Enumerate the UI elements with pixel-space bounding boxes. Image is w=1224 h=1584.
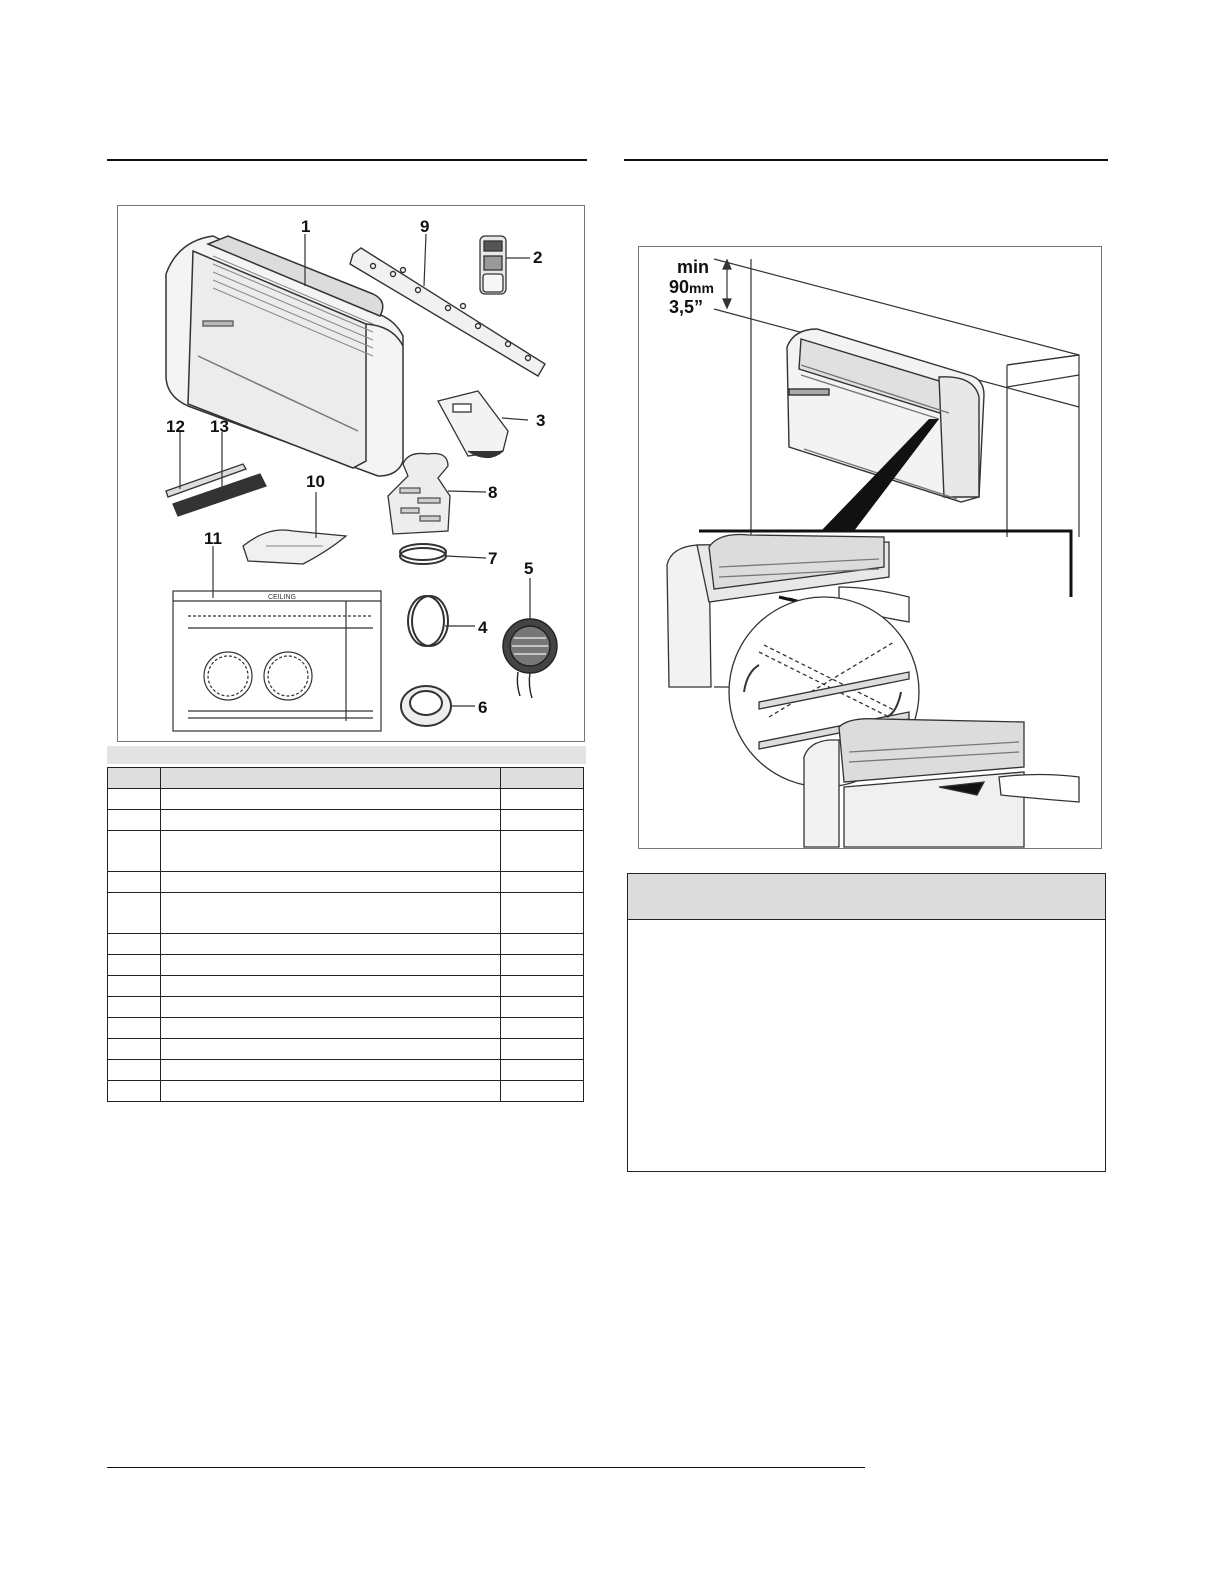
wall-ring-drawing: [401, 686, 451, 726]
table-row: [108, 810, 584, 831]
table-row: [108, 976, 584, 997]
table-cell: [501, 1081, 584, 1102]
table-cell: [108, 1018, 161, 1039]
note-box-header: [628, 874, 1105, 920]
callout-12: 12: [166, 417, 185, 436]
table-cell: [108, 893, 161, 934]
clearance-label-inches: 3,5”: [669, 297, 704, 317]
table-cell: [108, 1060, 161, 1081]
installation-figure: [638, 246, 1102, 849]
table-title-band: [107, 746, 586, 764]
table-cell: [161, 893, 501, 934]
table-cell: [161, 831, 501, 872]
table-cell: [501, 1039, 584, 1060]
table-row: [108, 789, 584, 810]
ring-seal-drawing: [400, 544, 446, 564]
table-cell: [161, 997, 501, 1018]
table-cell: [501, 810, 584, 831]
table-cell: [501, 934, 584, 955]
callout-7: 7: [488, 549, 498, 568]
table-row: [108, 893, 584, 934]
table-row: [108, 872, 584, 893]
table-cell: [108, 810, 161, 831]
table-cell: [108, 1039, 161, 1060]
clearance-label-min: min: [677, 257, 710, 277]
header-cell-ref: [108, 768, 161, 789]
callout-8: 8: [488, 483, 498, 502]
external-grille-drawing: [503, 619, 557, 698]
table-cell: [501, 893, 584, 934]
instruction-booklet-drawing: [438, 391, 508, 458]
table-row: [108, 1039, 584, 1060]
table-cell: [108, 955, 161, 976]
installation-illustration: [639, 247, 1101, 848]
table-row: [108, 955, 584, 976]
table-cell: [161, 810, 501, 831]
table-cell: [108, 789, 161, 810]
remote-control-drawing: [480, 236, 506, 294]
header-cell-description: [161, 768, 501, 789]
callout-4: 4: [478, 618, 488, 637]
table-cell: [108, 934, 161, 955]
table-cell: [501, 997, 584, 1018]
callout-9: 9: [420, 217, 430, 236]
table-row: [108, 1060, 584, 1081]
flange-drawing: [408, 596, 448, 646]
left-section-rule: [107, 159, 587, 161]
table-cell: [161, 1060, 501, 1081]
table-cell: [108, 976, 161, 997]
header-cell-qty: [501, 768, 584, 789]
table-cell: [161, 934, 501, 955]
callout-3: 3: [536, 411, 546, 430]
table-cell: [161, 789, 501, 810]
table-cell: [108, 831, 161, 872]
table-cell: [108, 1081, 161, 1102]
insulating-sheet-drawing: [243, 530, 346, 564]
drilling-template-drawing: [173, 591, 381, 731]
footer-rule: [107, 1467, 865, 1468]
table-cell: [161, 872, 501, 893]
callout-1: 1: [301, 217, 311, 236]
callout-2: 2: [533, 248, 543, 267]
parts-table: [107, 767, 584, 1102]
table-cell: [501, 976, 584, 997]
table-cell: [501, 872, 584, 893]
callout-5: 5: [524, 559, 534, 578]
table-header-row: [108, 768, 584, 789]
callout-11: 11: [204, 529, 222, 548]
table-cell: [161, 1039, 501, 1060]
table-cell: [161, 1081, 501, 1102]
components-figure: [117, 205, 585, 742]
table-row: [108, 997, 584, 1018]
table-row: [108, 831, 584, 872]
table-cell: [161, 976, 501, 997]
table-cell: [161, 955, 501, 976]
table-row: [108, 934, 584, 955]
callout-13: 13: [210, 417, 229, 436]
note-box: [627, 873, 1106, 1172]
clearance-dimension-arrow: [723, 260, 731, 308]
clearance-label-value: 90mm: [669, 277, 714, 297]
table-cell: [108, 872, 161, 893]
right-section-rule: [624, 159, 1108, 161]
table-cell: [501, 789, 584, 810]
callout-10: 10: [306, 472, 325, 491]
table-cell: [501, 831, 584, 872]
template-ceiling-label: CEILING: [268, 594, 297, 601]
table-row: [108, 1018, 584, 1039]
callout-6: 6: [478, 698, 488, 717]
table-cell: [501, 1018, 584, 1039]
sealing-strips-drawing: [166, 464, 266, 516]
table-row: [108, 1081, 584, 1102]
table-cell: [501, 955, 584, 976]
components-illustration: [118, 206, 584, 741]
table-cell: [108, 997, 161, 1018]
table-cell: [501, 1060, 584, 1081]
table-cell: [161, 1018, 501, 1039]
